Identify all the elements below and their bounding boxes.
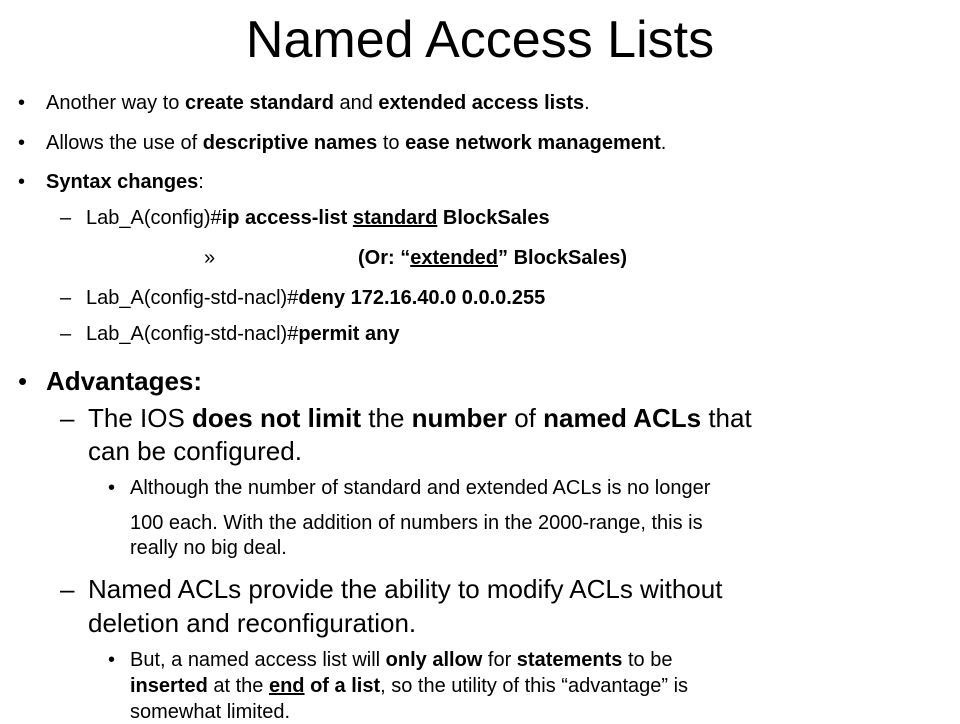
syntax-line-2 bbox=[358, 246, 627, 270]
a2sub-text-1: But, a named access list will bbox=[130, 649, 386, 671]
advantage-2-line-2: deletion and reconfiguration. bbox=[88, 608, 417, 638]
syntax-line-3 bbox=[86, 286, 545, 310]
s2-text-3: ” BlockSales) bbox=[498, 247, 627, 269]
advantage-1-line-1 bbox=[88, 402, 752, 434]
adv-2-sub-line-3: somewhat limited. bbox=[130, 701, 291, 723]
adv-2-sub-marker: • bbox=[108, 649, 116, 671]
bullet-1 bbox=[46, 91, 590, 115]
a1-text-5: of bbox=[506, 403, 544, 433]
a1-text-1: The IOS bbox=[88, 403, 193, 433]
s1-text-2: ip access-list bbox=[221, 207, 353, 229]
s2-text-2: extended bbox=[410, 247, 499, 269]
a1-text-3: the bbox=[361, 403, 412, 433]
adv-2-sub-line-2 bbox=[130, 674, 688, 698]
a2sub-text-2: only allow bbox=[385, 649, 483, 671]
b2-text-5: . bbox=[660, 132, 667, 154]
b1-text-2: create standard bbox=[184, 92, 334, 114]
adv-1-sub-line-2: 100 each. With the addition of numbers in the 2000-range, this is bbox=[130, 512, 703, 534]
adv-1-sub-line-3: really no big deal. bbox=[130, 537, 287, 559]
advantages-marker: • bbox=[18, 366, 28, 396]
syntax-line-1 bbox=[86, 206, 550, 230]
sub-1-marker: – bbox=[60, 207, 72, 229]
sub-4-marker: – bbox=[60, 323, 72, 345]
b3-text-1: Syntax changes bbox=[46, 171, 199, 193]
sub-3-marker: – bbox=[60, 287, 72, 309]
adv-1-marker: – bbox=[60, 403, 75, 433]
s1-text-3: standard bbox=[352, 207, 438, 229]
s3-text-1: Lab_A(config-std-nacl)# bbox=[86, 287, 299, 309]
a2sub-text-4: statements bbox=[516, 649, 623, 671]
a2sub-u5: of a list bbox=[310, 675, 381, 697]
a2sub-u6: , so the utility of this “advantage” is bbox=[380, 675, 689, 697]
b1-text-5: . bbox=[584, 92, 590, 114]
advantages-heading bbox=[46, 365, 202, 397]
b3-text-2: : bbox=[198, 171, 204, 193]
b2-text-4: ease network management bbox=[405, 132, 661, 154]
a2sub-text-3: for bbox=[482, 649, 517, 671]
a2sub-u1: inserted bbox=[130, 675, 208, 697]
bullet-1-marker: • bbox=[18, 92, 26, 114]
advantages-label: Advantages: bbox=[46, 366, 203, 396]
s4-text-1: Lab_A(config-std-nacl)# bbox=[86, 323, 299, 345]
a1-text-6: named ACLs bbox=[543, 403, 702, 433]
s1-text-4: BlockSales bbox=[437, 207, 550, 229]
adv-2-sub-line-1 bbox=[130, 648, 672, 672]
a1-text-7: that bbox=[701, 403, 752, 433]
adv-2-marker: – bbox=[60, 574, 75, 604]
advantage-1-line-2: can be configured. bbox=[88, 436, 302, 466]
sub-2-marker: » bbox=[204, 247, 216, 269]
b1-text-4: extended access lists bbox=[378, 92, 585, 114]
bullet-2-marker: • bbox=[18, 132, 26, 154]
a2sub-u3: end bbox=[268, 675, 305, 697]
advantage-2-line-1: Named ACLs provide the ability to modify ACLs without bbox=[88, 574, 723, 604]
adv-1-sub-marker: • bbox=[108, 477, 116, 499]
adv-1-sub-line-1: Although the number of standard and extended ACLs is no longer bbox=[130, 477, 711, 499]
s4-text-2: permit any bbox=[298, 323, 400, 345]
syntax-line-4 bbox=[86, 322, 400, 346]
a2sub-u2: at the bbox=[207, 675, 269, 697]
bullet-3 bbox=[46, 170, 204, 194]
b2-text-3: to bbox=[377, 132, 406, 154]
a1-text-2: does not limit bbox=[192, 403, 362, 433]
bullet-2 bbox=[46, 131, 666, 155]
b2-text-1: Allows the use of bbox=[46, 132, 203, 154]
b2-text-2: descriptive names bbox=[202, 132, 378, 154]
s3-text-2: deny 172.16.40.0 0.0.0.255 bbox=[298, 287, 546, 309]
slide-title: Named Access Lists bbox=[245, 11, 715, 69]
s2-text-1: (Or: “ bbox=[358, 247, 411, 269]
a1-text-4: number bbox=[411, 403, 507, 433]
s1-text-1: Lab_A(config)# bbox=[86, 207, 222, 229]
b1-text-3: and bbox=[333, 92, 379, 114]
bullet-3-marker: • bbox=[18, 171, 26, 193]
a2sub-text-5: to be bbox=[622, 649, 673, 671]
b1-text-1: Another way to bbox=[46, 92, 185, 114]
